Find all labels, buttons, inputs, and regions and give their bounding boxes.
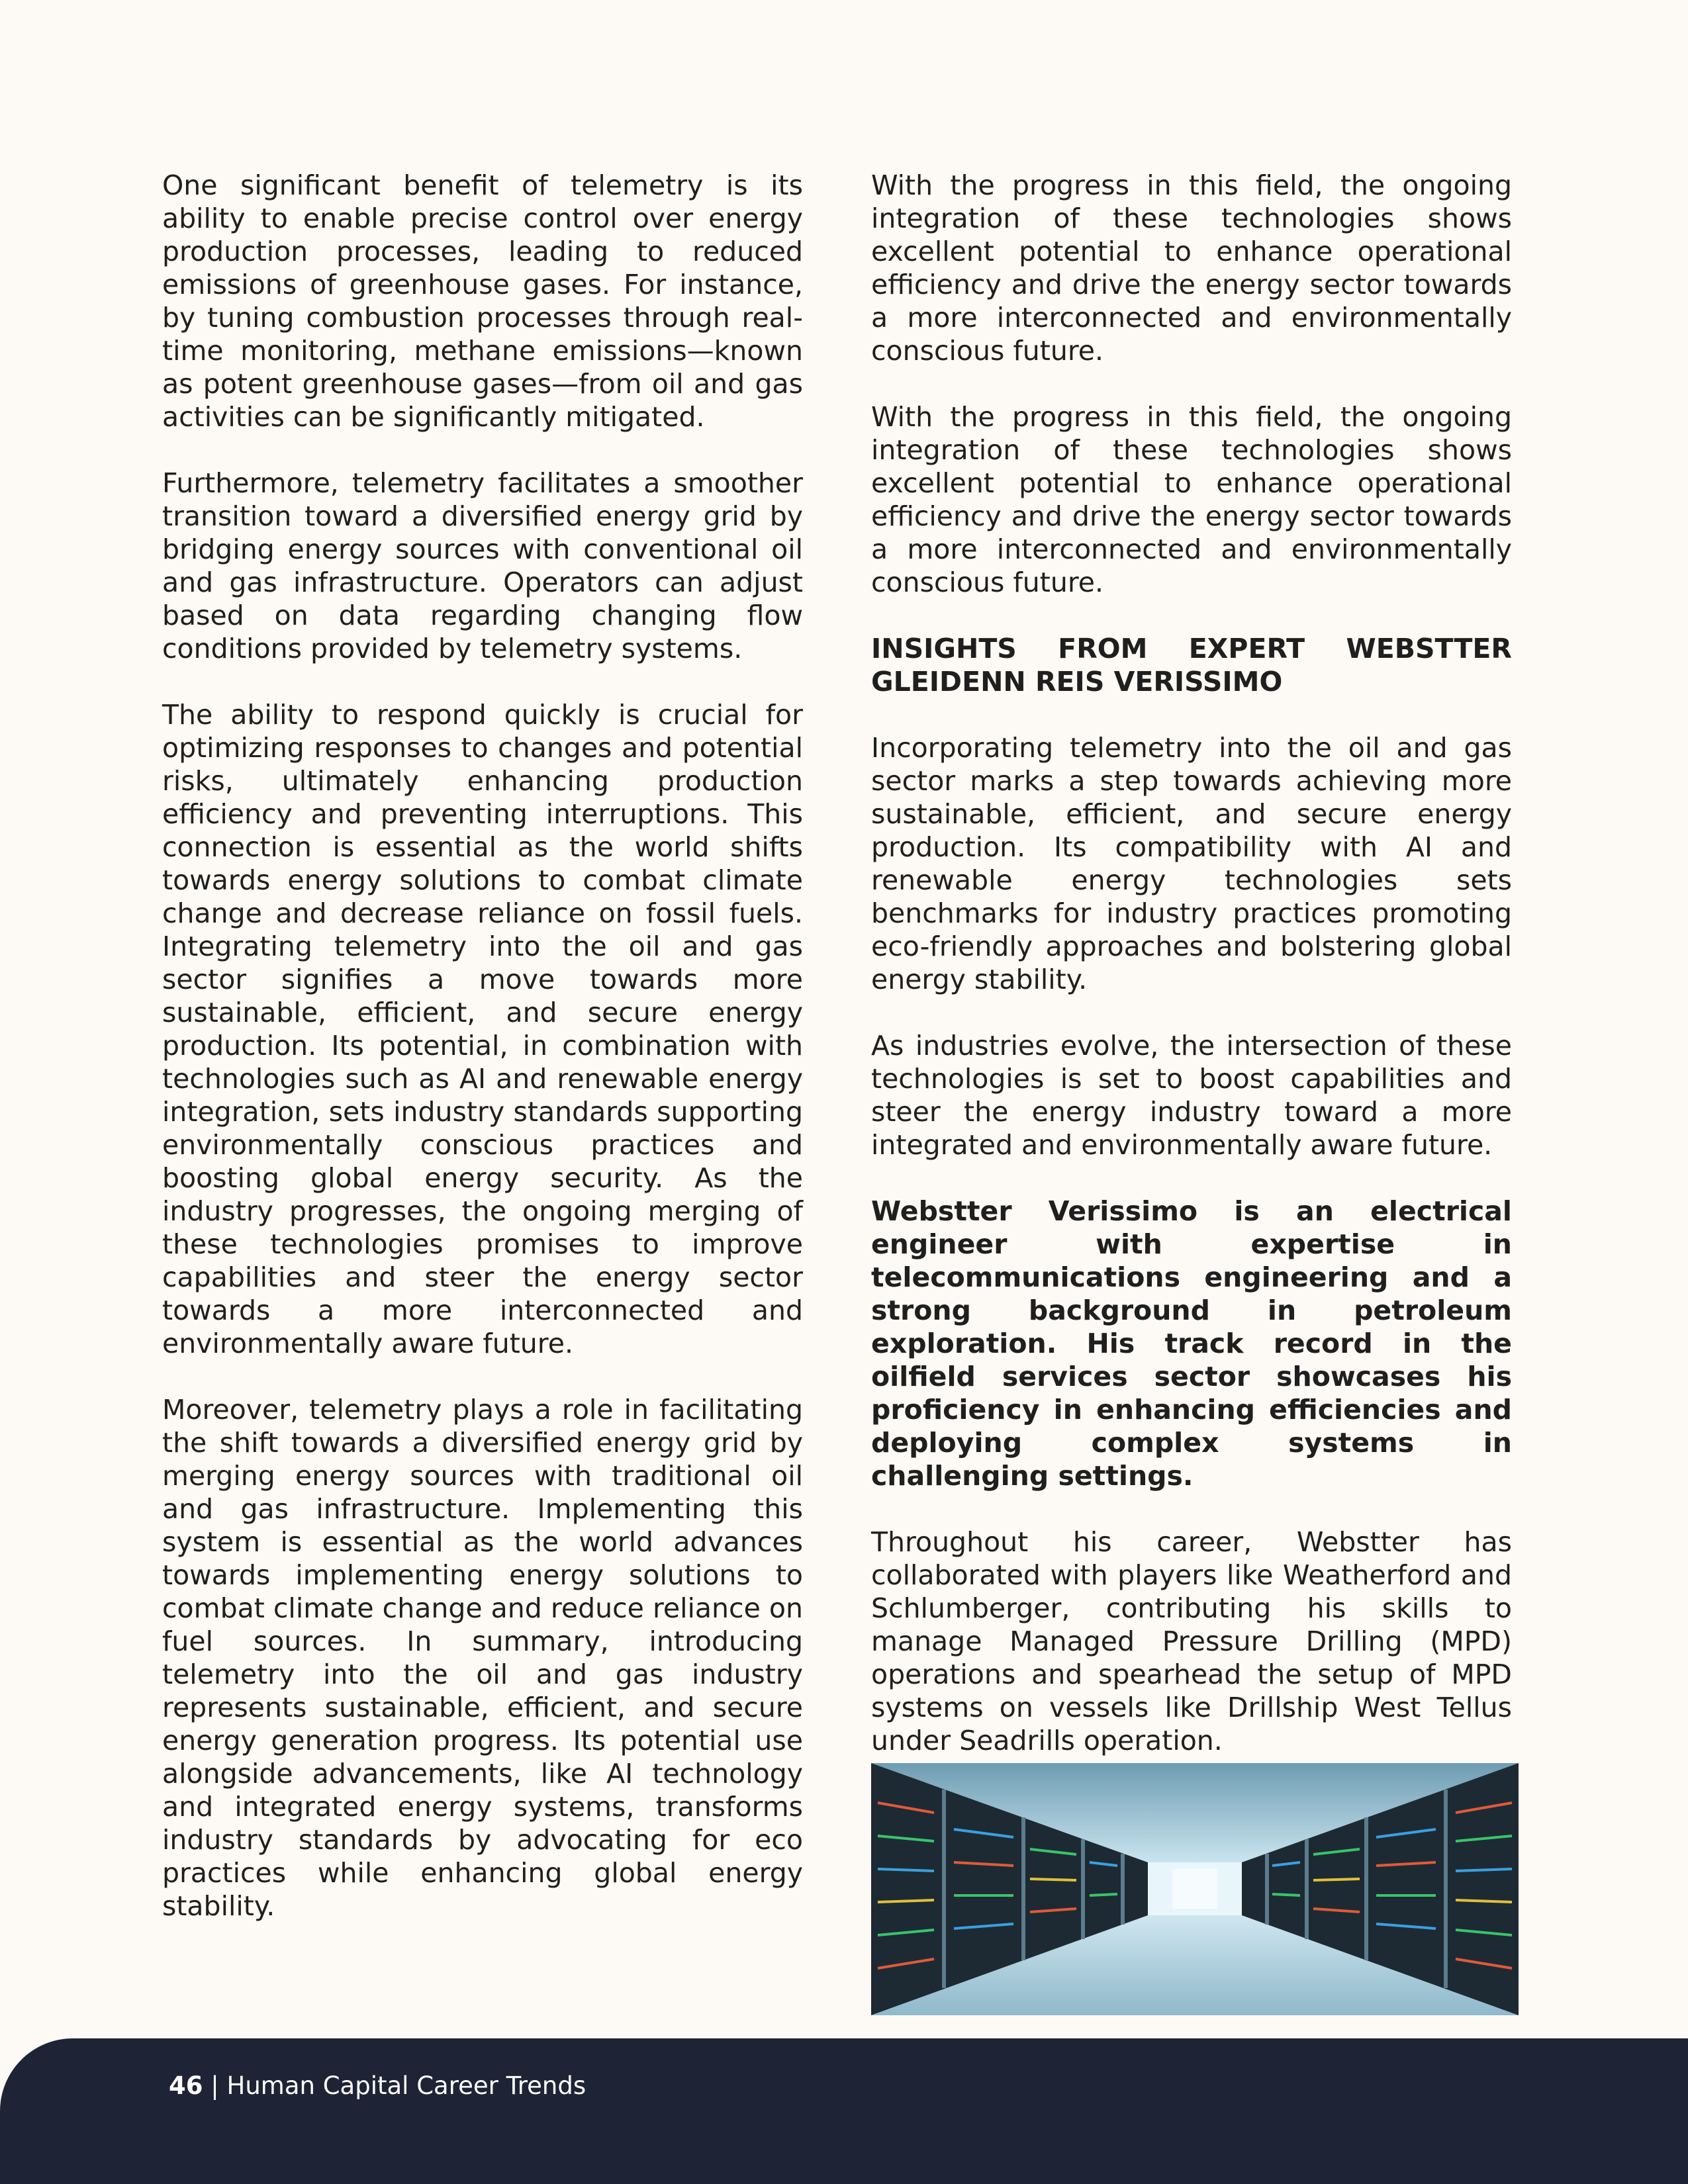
- server-room-illustration: [871, 1763, 1519, 2015]
- left-paragraph-1: One significant benefit of telemetry is its ability to enable precise control over energy production processes, leading to reduced emissions of greenhouse gases. For instance, by tuning combustion processes through real-time monitoring, methane emissions—known as potent greenhouse gases—from oil and gas activities can be significantly mitigated.: [162, 169, 803, 433]
- right-paragraph-1: With the progress in this field, the ongoing integration of these technologies shows excellent potential to enhance operational efficiency and drive the energy sector towards a more interconnected and environmentally conscious future.: [871, 169, 1512, 367]
- footer-separator: |: [203, 2071, 227, 2100]
- right-paragraph-3: Incorporating telemetry into the oil and gas sector marks a step towards achieving more sustainable, efficient, and secure energy production. Its compatibility with AI and renewable energy technologies sets benchmarks for industry practices promoting eco-friendly approaches and bolstering global energy stability.: [871, 732, 1512, 995]
- left-column: [162, 169, 803, 1956]
- left-paragraph-2: Furthermore, telemetry facilitates a smoother transition toward a diversified energy grid by bridging energy sources with conventional oil and gas infrastructure. Operators can adjust based on data regarding changing flow conditions provided by telemetry systems.: [162, 467, 803, 664]
- author-bio: Webstter Verissimo is an electrical engineer with expertise in telecommunications engineering and a strong background in petroleum exploration. His track record in the oilfield services sector showcases his proficiency in enhancing efficiencies and deploying complex systems in challenging settings.: [871, 1195, 1512, 1492]
- section-heading: INSIGHTS FROM EXPERT WEBSTTER GLEIDENN REIS VERISSIMO: [871, 633, 1512, 698]
- right-paragraph-5: Throughout his career, Webstter has collaborated with players like Weatherford and Schlumberger, contributing his skills to manage Managed Pressure Drilling (MPD) operations and spearhead the setup of MPD systems on vessels like Drillship West Tellus under Seadrills operation.: [871, 1526, 1512, 1756]
- publication-name: Human Capital Career Trends: [226, 2071, 586, 2100]
- footer-text: [169, 2073, 586, 2099]
- right-paragraph-2: With the progress in this field, the ongoing integration of these technologies shows excellent potential to enhance operational efficiency and drive the energy sector towards a more interconnected and environmentally conscious future.: [871, 401, 1512, 598]
- footer-bar: [0, 2038, 1688, 2184]
- right-column: [871, 169, 1512, 1790]
- left-paragraph-4: Moreover, telemetry plays a role in facilitating the shift towards a diversified energy grid by merging energy sources with traditional oil and gas infrastructure. Implementing this system is essential as the world advances towards implementing energy solutions to combat climate change and reduce reliance on fuel sources. In summary, introducing telemetry into the oil and gas industry represents sustainable, efficient, and secure energy generation progress. Its potential use alongside advancements, like AI technology and integrated energy systems, transforms industry standards by advocating for eco practices while enhancing global energy stability.: [162, 1394, 803, 1922]
- right-paragraph-4: As industries evolve, the intersection of these technologies is set to boost capabilities and steer the energy industry toward a more integrated and environmentally aware future.: [871, 1030, 1512, 1161]
- server-room-photo: [871, 1763, 1519, 2015]
- page-number: 46: [169, 2071, 203, 2100]
- left-paragraph-3: The ability to respond quickly is crucial for optimizing responses to changes and potential risks, ultimately enhancing production efficiency and preventing interruptions. This connection is essential as the world shifts towards energy solutions to combat climate change and decrease reliance on fossil fuels. Integrating telemetry into the oil and gas sector signifies a move towards more sustainable, efficient, and secure energy production. Its potential, in combination with technologies such as AI and renewable energy integration, sets industry standards supporting environmentally conscious practices and boosting global energy security. As the industry progresses, the ongoing merging of these technologies promises to improve capabilities and steer the energy sector towards a more interconnected and environmentally aware future.: [162, 699, 803, 1359]
